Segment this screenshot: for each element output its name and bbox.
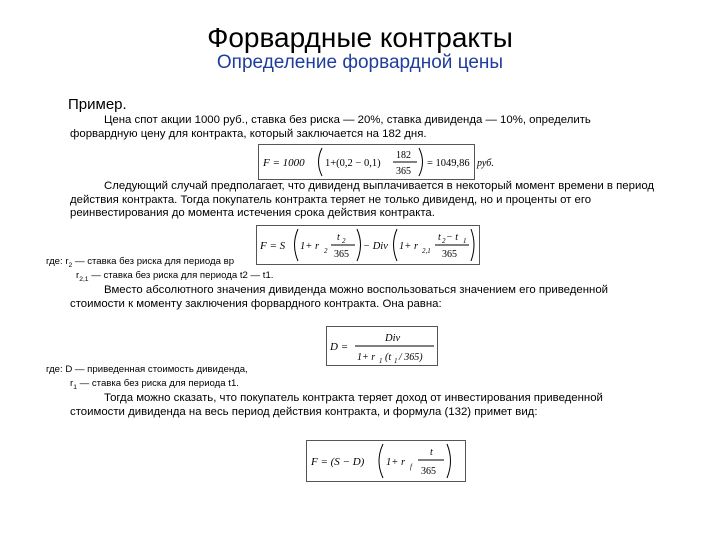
f2-num2-t: t: [438, 232, 441, 243]
f2-paren1-left: [295, 229, 299, 261]
note-1-sub: 2: [68, 261, 73, 269]
f2-lhs: F = S: [260, 240, 286, 252]
f3-lhs: D =: [330, 341, 349, 353]
f2-den1: 365: [334, 249, 349, 260]
f3-den-a: 1+ r: [357, 352, 376, 363]
f4-sub: f: [410, 463, 412, 471]
f1-paren-right: [419, 148, 423, 176]
note-1-prefix: где: r: [46, 256, 69, 267]
paragraph-4-text: Тогда можно сказать, что покупатель контракта теряет доход от инвестирования приведенной стоимости дивиденда на весь период действия контракта, и формула (132) примет вид:: [70, 392, 603, 418]
note-1b-sub: 2,1: [79, 275, 89, 283]
f3-den-b: (t: [385, 352, 392, 363]
f1-result: = 1049,86: [427, 158, 470, 169]
f2-num2-sub1: 1: [463, 237, 467, 245]
f4-paren-right: [447, 444, 451, 478]
f2-num2-minus: − t: [446, 232, 459, 243]
example-heading: Пример.: [68, 96, 127, 113]
f2-num2-sub2: 2: [442, 237, 446, 245]
f1-den: 365: [396, 166, 411, 177]
f2-mid: − Div: [363, 241, 388, 252]
paragraph-4: [70, 392, 660, 419]
note-1-text: — ставка без риска для периода вр: [72, 256, 235, 267]
f4-open: 1+ r: [386, 457, 406, 468]
f4-paren-left: [379, 444, 383, 478]
f2-num1: t: [337, 232, 340, 243]
f1-unit: руб.: [477, 158, 494, 169]
paragraph-1: [70, 114, 660, 141]
paragraph-1-text: Цена спот акции 1000 руб., ставка без риска — 20%, ставка дивиденда — 10%, определить форвардную цену для контракта, который заключается на 182 дня.: [70, 114, 591, 140]
f1-paren-left: [319, 148, 323, 176]
f1-open: 1+(0,2 − 0,1): [325, 158, 381, 169]
slide-subtitle: Определение форвардной цены: [216, 52, 504, 73]
slide-title: Форвардные контракты: [207, 22, 513, 53]
f2-paren2-right: [471, 229, 474, 261]
f2-den2: 365: [442, 249, 457, 260]
formula-present-value-dividend: [326, 326, 438, 366]
note-2-line-1: [46, 364, 248, 376]
f3-den-sub: 1: [379, 357, 383, 365]
f4-den: 365: [421, 466, 436, 477]
f2-sub2: 2,1: [422, 247, 431, 255]
f3-num: Div: [385, 333, 401, 344]
f1-num: 182: [396, 150, 411, 161]
f2-sub1: 2: [324, 247, 328, 255]
f3-den-sub2: 1: [394, 357, 398, 365]
paragraph-2: [70, 180, 660, 221]
note-1b-var: r: [76, 270, 80, 281]
formula-forward-with-pv-dividend: [306, 440, 466, 482]
f2-paren2-left: [394, 229, 398, 261]
f2-open1: 1+ r: [300, 241, 320, 252]
f3-den-c: / 365): [399, 352, 423, 363]
f2-paren1-right: [357, 229, 361, 261]
note-2b-text: — ставка без риска для периода t1.: [76, 378, 239, 389]
note-2b-var: r: [70, 378, 74, 389]
formula-forward-price-example: [258, 144, 494, 180]
note-2b-sub: 1: [73, 383, 77, 391]
formula-forward-with-dividend: [256, 225, 480, 265]
note-2-text: где: D — приведенная стоимость дивиденда,: [46, 364, 248, 375]
f1-lhs: F = 1000: [263, 157, 305, 169]
f4-lhs: F = (S − D): [311, 456, 365, 468]
f2-open2: 1+ r: [399, 241, 419, 252]
paragraph-3: [70, 284, 660, 311]
f2-num1-sub: 2: [342, 237, 346, 245]
paragraph-3-text: Вместо абсолютного значения дивиденда можно воспользоваться значением его приведенной стоимости к моменту заключения форвардного контракта. Она равна:: [70, 284, 609, 310]
paragraph-2-text: Следующий случай предполагает, что дивиденд выплачивается в некоторый момент времени в период действия контракта. Тогда покупатель контракта теряет не только дивиденд, но и проценты от его реинвестирования до момента истечения срока действия контракта.: [70, 180, 655, 220]
f4-num: t: [430, 447, 433, 458]
note-1b-text: — ставка без риска для периода t2 — t1.: [88, 270, 274, 281]
